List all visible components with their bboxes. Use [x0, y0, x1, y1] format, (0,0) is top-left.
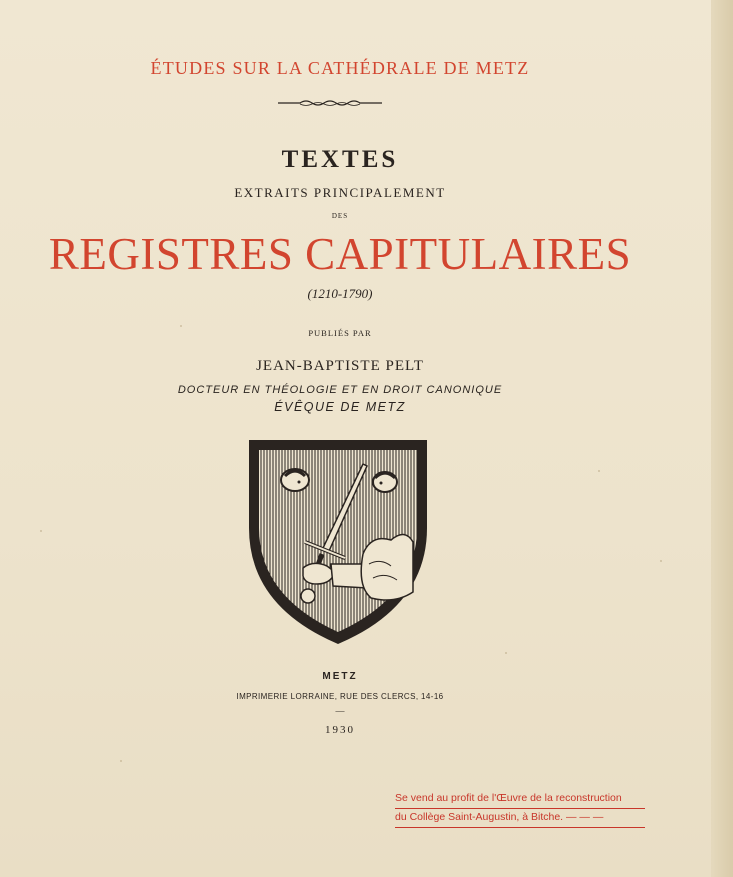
heading: TEXTES: [281, 146, 399, 173]
sale-note: [395, 790, 645, 828]
imprint-printer: IMPRIMERIE LORRAINE, RUE DES CLERCS, 14-16: [236, 692, 444, 701]
series-title: ÉTUDES SUR LA CATHÉDRALE DE METZ: [150, 58, 530, 78]
author-title-line-1: DOCTEUR EN THÉOLOGIE ET EN DROIT CANONIQUE: [177, 384, 503, 396]
main-title: REGISTRES CAPITULAIRES: [48, 229, 632, 279]
connector-word: DES: [331, 212, 349, 220]
imprint-separator: —: [335, 706, 345, 716]
sale-note-line-1: Se vend au profit de l'Œuvre de la reconstruction: [395, 790, 645, 809]
subheading: EXTRAITS PRINCIPALEMENT: [234, 185, 446, 200]
author-name: JEAN-BAPTISTE PELT: [256, 358, 424, 374]
author-title-line-2: ÉVÊQUE DE METZ: [274, 400, 406, 414]
ornament-divider: [0, 96, 680, 110]
hand-icon: [303, 563, 367, 588]
date-range: (1210-1790): [307, 286, 373, 301]
page-edge: [711, 0, 733, 877]
imprint-year: 1930: [325, 724, 355, 736]
imprint-city: METZ: [322, 671, 358, 682]
right-head-icon: [373, 472, 397, 492]
sale-note-line-2: du Collège Saint-Augustin, à Bitche. — — —: [395, 809, 645, 828]
published-by: PUBLIÉS PAR: [308, 328, 372, 338]
left-head-icon: [281, 469, 309, 491]
coat-of-arms-icon: [245, 436, 431, 648]
cloud-icon: [361, 534, 413, 600]
